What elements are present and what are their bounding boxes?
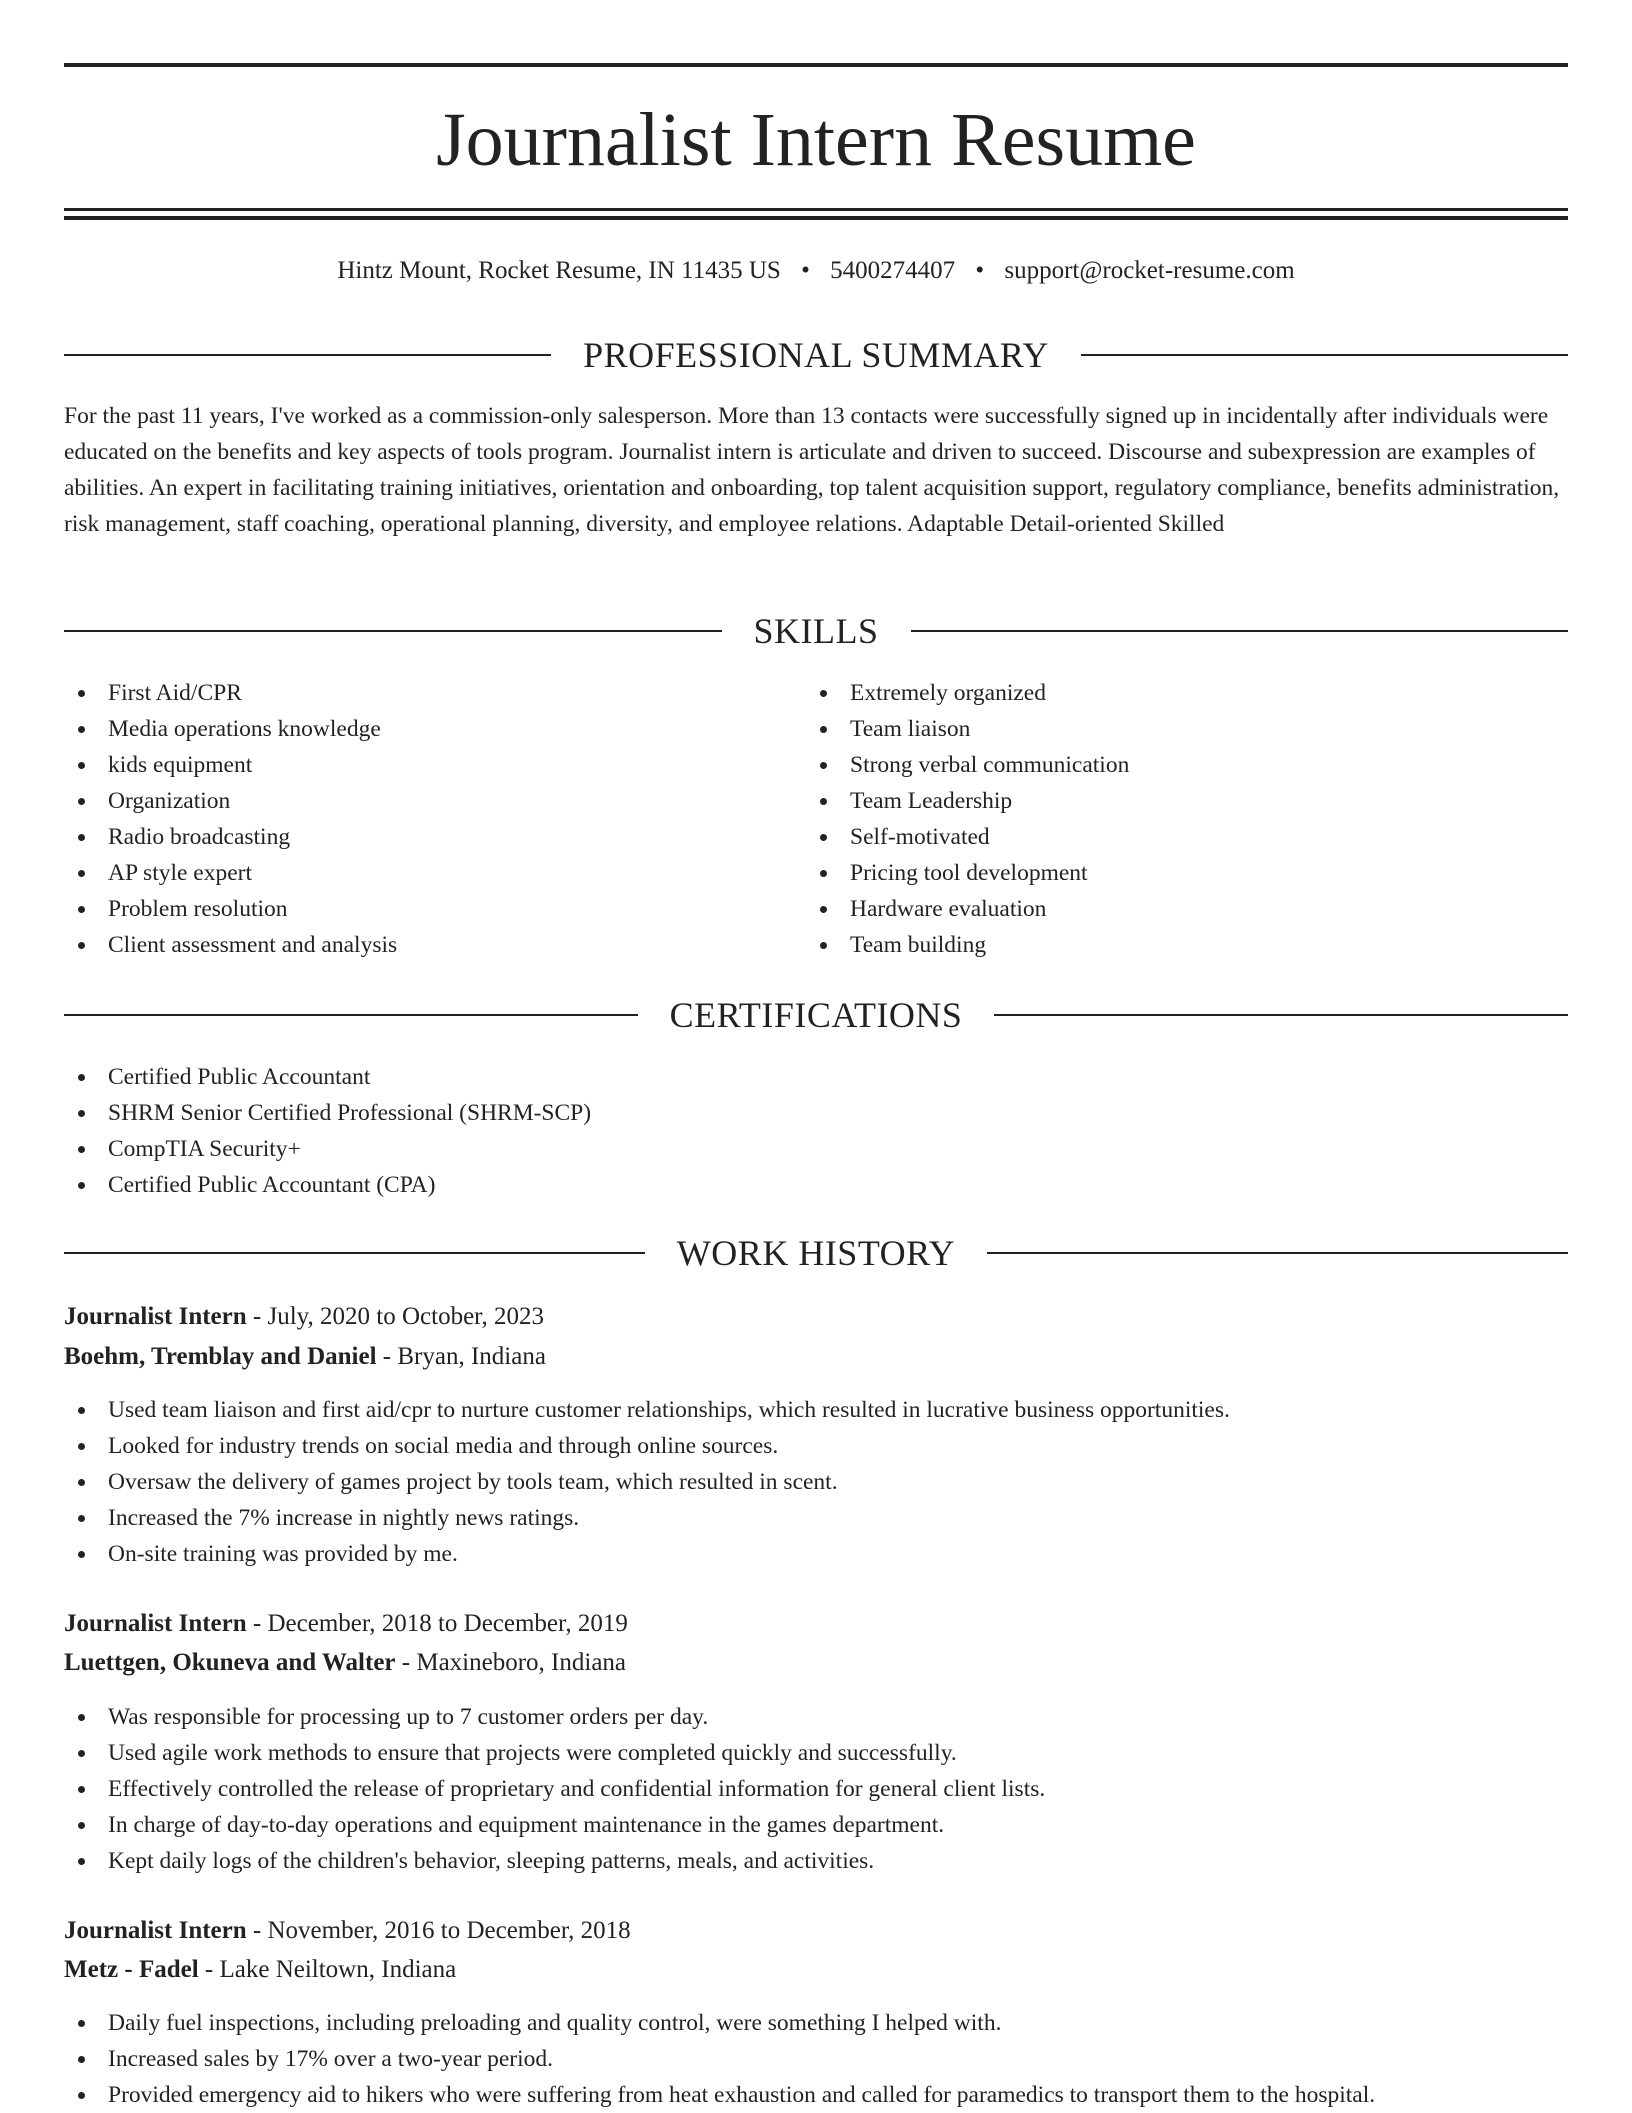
contact-separator: •	[975, 257, 985, 284]
contact-email[interactable]: support@rocket-resume.com	[1004, 257, 1295, 284]
work-history-heading	[64, 1231, 1568, 1275]
job-company: Luettgen, Okuneva and Walter	[64, 1649, 396, 1676]
job-bullet: In charge of day-to-day operations and equipment maintenance in the games department.	[64, 1807, 1045, 1843]
skill-item: Client assessment and analysis	[64, 927, 397, 963]
job-dates: July, 2020 to October, 2023	[267, 1303, 544, 1330]
heading-rule-left	[64, 354, 551, 356]
job-bullet: On-site training was provided by me.	[64, 1536, 1230, 1572]
job-bullets-block	[64, 1699, 1045, 1879]
job-bullet: Kept daily logs of the children's behavior, sleeping patterns, meals, and activities.	[64, 1843, 1045, 1879]
title-rule-thin	[64, 208, 1568, 211]
skill-item: Team Leadership	[806, 783, 1129, 819]
job-title: Journalist Intern	[64, 1917, 247, 1944]
job-company: Boehm, Tremblay and Daniel	[64, 1343, 377, 1370]
heading-rule-right	[987, 1252, 1568, 1254]
job-bullets	[64, 2005, 1375, 2113]
skill-item: AP style expert	[64, 855, 397, 891]
job-bullet: Looked for industry trends on social media and through online sources.	[64, 1428, 1230, 1464]
certifications-block	[64, 1059, 591, 1203]
skill-item: Problem resolution	[64, 891, 397, 927]
certification-item: Certified Public Accountant	[64, 1059, 591, 1095]
work-history-heading-label: WORK HISTORY	[676, 1233, 956, 1273]
skills-list-left	[64, 675, 397, 963]
heading-rule-right	[1081, 354, 1568, 356]
skill-item: Strong verbal communication	[806, 747, 1129, 783]
job-title: Journalist Intern	[64, 1610, 247, 1637]
skill-item: kids equipment	[64, 747, 397, 783]
job-bullet: Used agile work methods to ensure that projects were completed quickly and successfully.	[64, 1735, 1045, 1771]
job-title-line: Journalist Intern - July, 2020 to October, 2023	[64, 1303, 544, 1330]
skills-right-column	[806, 675, 1129, 963]
job-company-line: Metz - Fadel - Lake Neiltown, Indiana	[64, 1956, 457, 1983]
job-bullet: Daily fuel inspections, including preloading and quality control, were something I helped with.	[64, 2005, 1375, 2041]
skills-heading	[64, 609, 1568, 653]
job-bullet: Oversaw the delivery of games project by tools team, which resulted in scent.	[64, 1464, 1230, 1500]
top-rule	[64, 63, 1568, 67]
skill-item: Extremely organized	[806, 675, 1129, 711]
job-bullet: Was responsible for processing up to 7 customer orders per day.	[64, 1699, 1045, 1735]
heading-rule-right	[911, 630, 1569, 632]
contact-address: Hintz Mount, Rocket Resume, IN 11435 US	[337, 257, 781, 284]
summary-text: For the past 11 years, I've worked as a commission-only salesperson. More than 13 contacts were successfully signed up in incidentally after individuals were educated on the benefits and key aspects of tools program. Journalist intern is articulate and driven to succeed. Discourse and subexpression are examples of abilities. An expert in facilitating training initiatives, orientation and onboarding, top talent acquisition support, regulatory compliance, benefits administration, risk management, staff coaching, operational planning, diversity, and employee relations. Adaptable Detail-oriented Skilled	[64, 403, 1560, 537]
job-title: Journalist Intern	[64, 1303, 247, 1330]
job-company-line: Boehm, Tremblay and Daniel - Bryan, Indiana	[64, 1343, 546, 1370]
skills-list-right	[806, 675, 1129, 963]
job-title-line: Journalist Intern - November, 2016 to December, 2018	[64, 1917, 631, 1944]
job-location: Maxineboro, Indiana	[416, 1649, 627, 1676]
certifications-heading	[64, 993, 1568, 1037]
job-bullet: Provided emergency aid to hikers who were suffering from heat exhaustion and called for paramedics to transport them to the hospital.	[64, 2077, 1375, 2113]
job-location: Bryan, Indiana	[397, 1343, 546, 1370]
job-company: Metz - Fadel	[64, 1956, 199, 1983]
job-bullets	[64, 1392, 1230, 1572]
certification-item: SHRM Senior Certified Professional (SHRM-SCP)	[64, 1095, 591, 1131]
heading-rule-right	[994, 1014, 1568, 1016]
job-bullet: Increased sales by 17% over a two-year period.	[64, 2041, 1375, 2077]
heading-rule-left	[64, 1014, 638, 1016]
contact-phone[interactable]: 5400274407	[830, 257, 956, 284]
heading-rule-left	[64, 630, 722, 632]
skill-item: Media operations knowledge	[64, 711, 397, 747]
job-bullets-block	[64, 1392, 1230, 1572]
job-bullets	[64, 1699, 1045, 1879]
certification-item: Certified Public Accountant (CPA)	[64, 1167, 591, 1203]
skill-item: Team liaison	[806, 711, 1129, 747]
skills-left-column	[64, 675, 397, 963]
contact-separator: •	[801, 257, 810, 284]
certifications-list	[64, 1059, 591, 1203]
job-bullet: Used team liaison and first aid/cpr to nurture customer relationships, which resulted in lucrative business opportunities.	[64, 1392, 1230, 1428]
skill-item: Pricing tool development	[806, 855, 1129, 891]
summary-heading-label: PROFESSIONAL SUMMARY	[583, 335, 1049, 375]
job-title-line: Journalist Intern - December, 2018 to December, 2019	[64, 1610, 628, 1637]
skill-item: First Aid/CPR	[64, 675, 397, 711]
job-bullet: Increased the 7% increase in nightly news ratings.	[64, 1500, 1230, 1536]
heading-rule-left	[64, 1252, 645, 1254]
skill-item: Team building	[806, 927, 1129, 963]
skill-item: Organization	[64, 783, 397, 819]
job-company-line: Luettgen, Okuneva and Walter - Maxineboro, Indiana	[64, 1649, 627, 1676]
job-location: Lake Neiltown, Indiana	[219, 1956, 457, 1983]
certifications-heading-label: CERTIFICATIONS	[669, 995, 963, 1035]
summary-heading	[64, 333, 1568, 377]
contact-line	[64, 254, 1568, 288]
job-bullet: Effectively controlled the release of proprietary and confidential information for general client lists.	[64, 1771, 1045, 1807]
certification-item: CompTIA Security+	[64, 1131, 591, 1167]
job-bullets-block	[64, 2005, 1375, 2113]
title-rule-thick	[64, 216, 1568, 220]
skill-item: Self-motivated	[806, 819, 1129, 855]
job-dates: November, 2016 to December, 2018	[267, 1917, 631, 1944]
job-dates: December, 2018 to December, 2019	[267, 1610, 628, 1637]
skills-heading-label: SKILLS	[753, 611, 879, 651]
skill-item: Radio broadcasting	[64, 819, 397, 855]
page-title: Journalist Intern Resume	[436, 98, 1196, 182]
skill-item: Hardware evaluation	[806, 891, 1129, 927]
